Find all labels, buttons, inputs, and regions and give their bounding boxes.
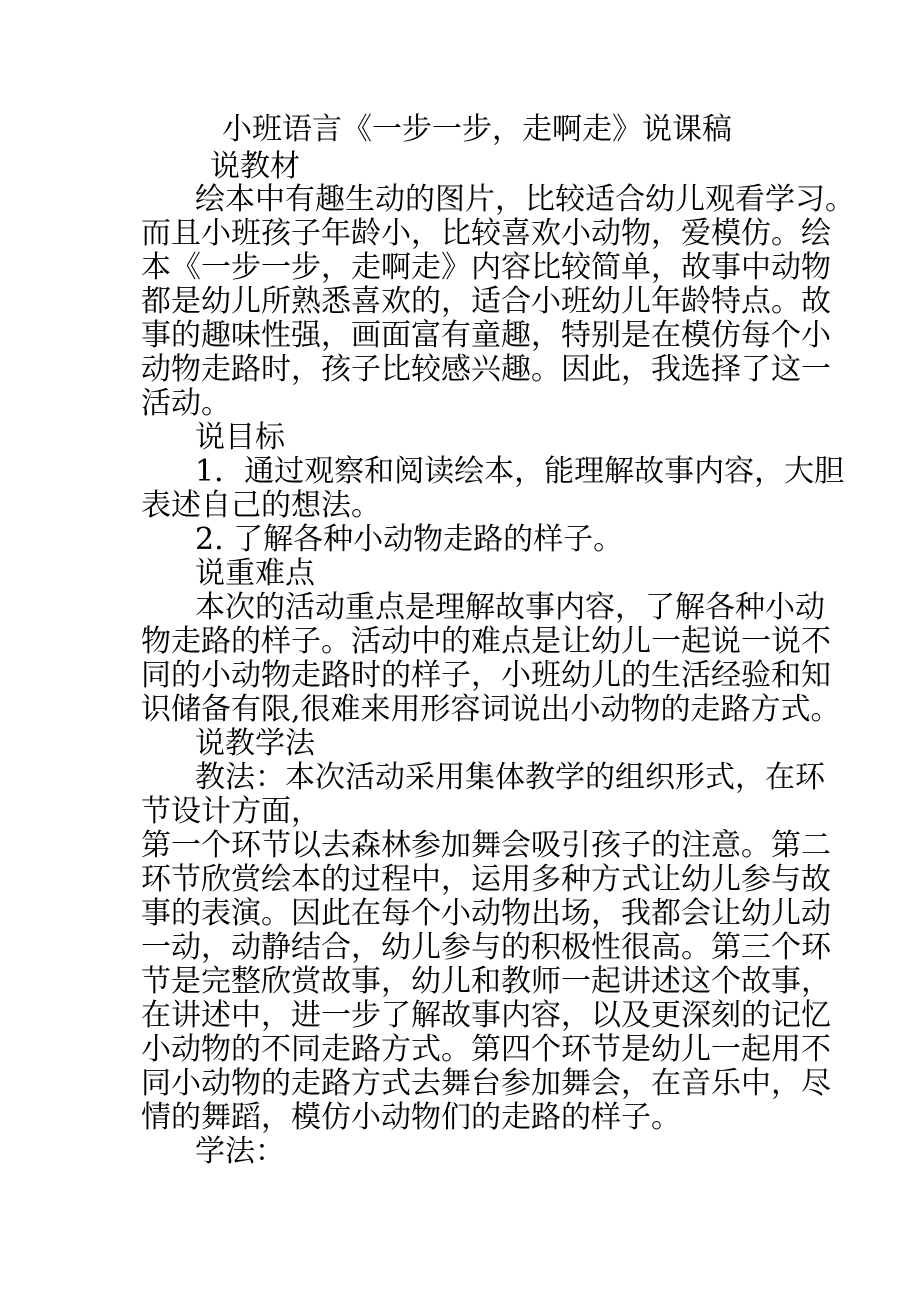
paragraph-line: 本《一步一步，走啊走》内容比较简单，故事中动物 [141,250,831,285]
paragraph-line: 而且小班孩子年龄小，比较喜欢小动物，爱模仿。绘 [141,216,831,251]
paragraph-line: 一动，动静结合，幼儿参与的积极性很高。第三个环 [141,930,831,965]
paragraph-line: 情的舞蹈，模仿小动物们的走路的样子。 [141,1100,681,1135]
paragraph-line: 动物走路时，孩子比较感兴趣。因此，我选择了这一 [141,352,831,387]
paragraph-line: 小动物的不同走路方式。第四个环节是幼儿一起用不 [141,1032,831,1067]
heading-key-points: 说重难点 [195,556,315,591]
heading-textbook: 说教材 [210,149,300,184]
heading-teaching-method: 说教学法 [195,726,315,761]
paragraph-line: 教法：本次活动采用集体教学的组织形式，在环 [195,760,825,795]
paragraph-line: 事的表演。因此在每个小动物出场，我都会让幼儿动 [141,896,831,931]
paragraph-line: 在讲述中，进一步了解故事内容，以及更深刻的记忆 [141,998,831,1033]
paragraph-line: 表述自己的想法。 [141,488,381,523]
paragraph-line: 识储备有限,很难来用形容词说出小动物的走路方式。 [141,692,841,727]
paragraph-line: 同小动物的走路方式去舞台参加舞会，在音乐中，尽 [141,1066,831,1101]
paragraph-line: 节设计方面， [141,794,321,829]
paragraph-line: 本次的活动重点是理解故事内容，了解各种小动 [195,590,825,625]
heading-goals: 说目标 [195,420,285,455]
paragraph-line: 节是完整欣赏故事，幼儿和教师一起讲述这个故事， [141,964,831,999]
paragraph-line: 都是幼儿所熟悉喜欢的，适合小班幼儿年龄特点。故 [141,284,831,319]
paragraph-line: 1．通过观察和阅读绘本，能理解故事内容，大胆 [195,454,845,489]
document-title: 小班语言《一步一步，走啊走》说课稿 [222,112,732,147]
paragraph-line: 第一个环节以去森林参加舞会吸引孩子的注意。第二 [141,828,831,863]
paragraph-line: 同的小动物走路时的样子，小班幼儿的生活经验和知 [141,658,831,693]
heading-learning-method: 学法： [195,1134,285,1169]
paragraph-line: 事的趣味性强，画面富有童趣，特别是在模仿每个小 [141,318,831,353]
paragraph-line: 2. 了解各种小动物走路的样子。 [195,522,624,557]
paragraph-line: 活动。 [141,386,231,421]
paragraph-line: 环节欣赏绘本的过程中，运用多种方式让幼儿参与故 [141,862,831,897]
paragraph-line: 绘本中有趣生动的图片，比较适合幼儿观看学习。 [195,182,855,217]
paragraph-line: 物走路的样子。活动中的难点是让幼儿一起说一说不 [141,624,831,659]
